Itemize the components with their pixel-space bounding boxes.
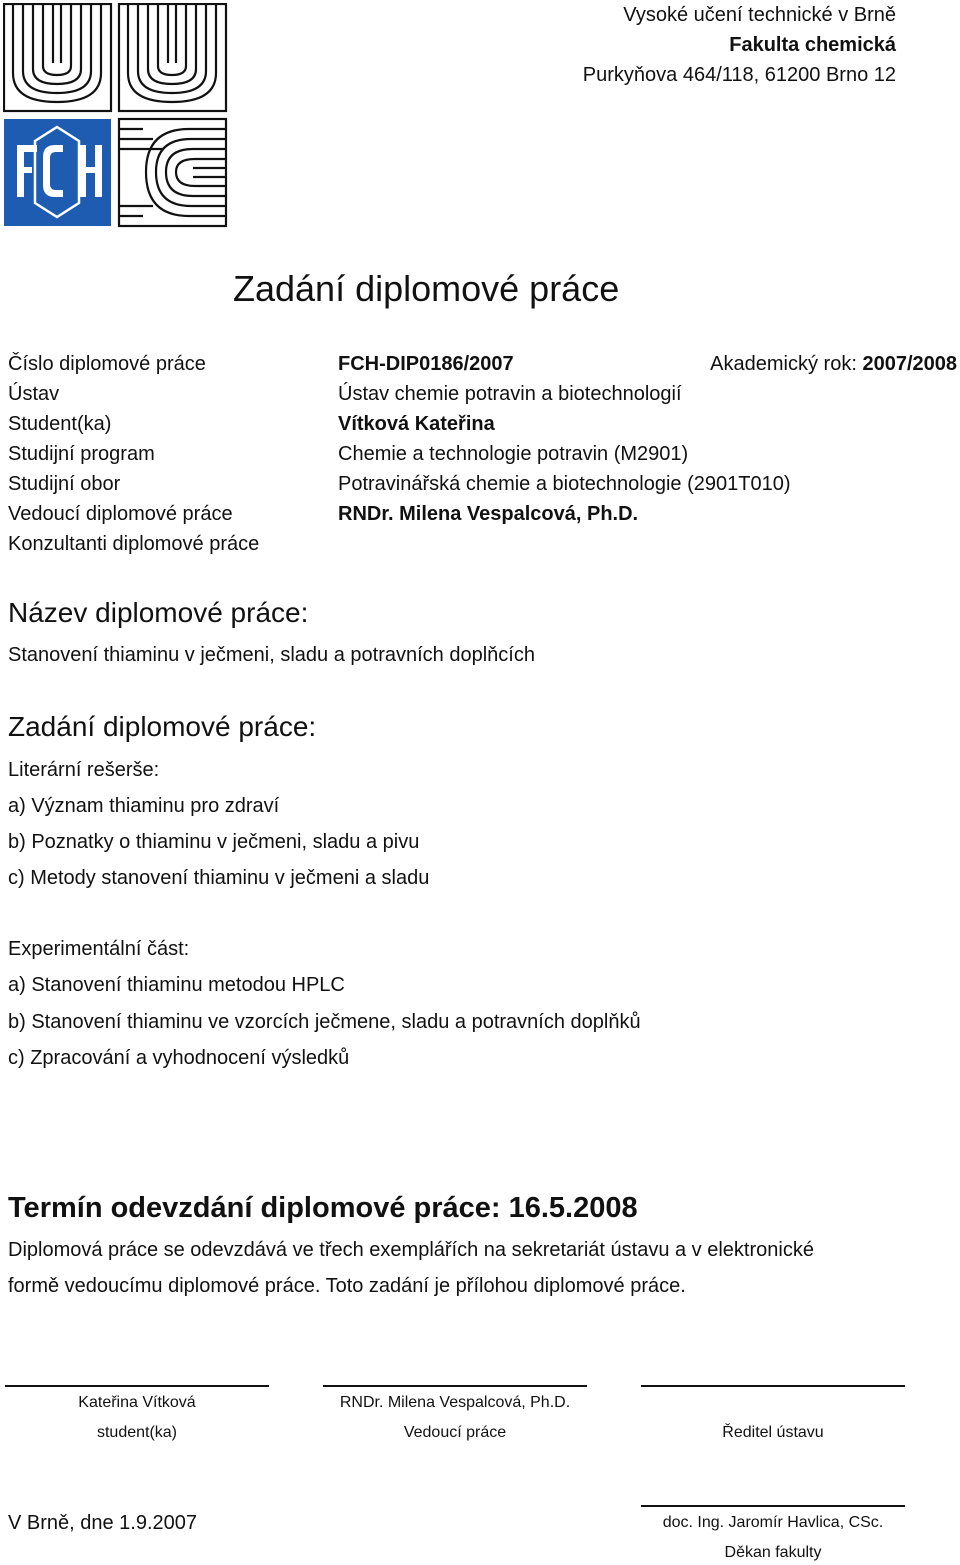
experimental-heading: Experimentální část: [8, 938, 190, 960]
student-value: Vítková Kateřina [338, 413, 495, 435]
list-item: b) Stanovení thiaminu ve vzorcích ječmene, sladu a potravních doplňků [8, 1011, 641, 1033]
supervisor-value: RNDr. Milena Vespalcová, Ph.D. [338, 503, 639, 525]
signature-line-dean [641, 1505, 905, 1507]
deadline-heading: Termín odevzdání diplomové práce: 16.5.2008 [8, 1192, 638, 1224]
signature-line-student [5, 1385, 269, 1387]
thesis-title: Stanovení thiaminu v ječmeni, sladu a potravních doplňcích [8, 644, 535, 666]
list-item: c) Metody stanovení thiaminu v ječmeni a sladu [8, 867, 430, 889]
signature-line-director [641, 1385, 905, 1387]
university-name: Vysoké učení technické v Brně [623, 4, 896, 26]
institution-address: Purkyňova 464/118, 61200 Brno 12 [582, 64, 896, 86]
director-role: Ředitel ústavu [722, 1424, 824, 1441]
submission-note-line2: formě vedoucímu diplomové práce. Toto zadání je přílohou diplomové práce. [8, 1275, 686, 1297]
supervisor-role: Vedoucí práce [403, 1424, 507, 1441]
institute-value: Ústav chemie potravin a biotechnologií [338, 383, 682, 405]
faculty-logo [3, 3, 229, 231]
program-label: Studijní program [8, 443, 155, 465]
literature-heading: Literární rešerše: [8, 759, 160, 781]
list-item: a) Stanovení thiaminu metodou HPLC [8, 974, 345, 996]
student-label: Student(ka) [8, 413, 112, 435]
signature-line-supervisor [323, 1385, 587, 1387]
faculty-name: Fakulta chemická [729, 34, 896, 56]
supervisor-signature-name: RNDr. Milena Vespalcová, Ph.D. [339, 1394, 571, 1411]
supervisor-label: Vedoucí diplomové práce [8, 503, 233, 525]
document-title: Zadání diplomové práce [233, 268, 620, 309]
field-label: Studijní obor [8, 473, 121, 495]
dean-signature-name: doc. Ing. Jaromír Havlica, CSc. [662, 1514, 884, 1531]
program-value: Chemie a technologie potravin (M2901) [338, 443, 689, 465]
thesis-title-heading: Název diplomové práce: [8, 597, 309, 628]
institute-label: Ústav [8, 383, 60, 405]
consultants-label: Konzultanti diplomové práce [8, 533, 260, 555]
field-value: Potravinářská chemie a biotechnologie (2901T010) [338, 473, 791, 495]
student-role: student(ka) [96, 1424, 178, 1441]
student-signature-name: Kateřina Vítková [78, 1394, 196, 1411]
list-item: a) Význam thiaminu pro zdraví [8, 795, 280, 817]
academic-year [710, 349, 957, 379]
dean-role: Děkan fakulty [724, 1544, 822, 1561]
academic-year-label: Akademický rok: [710, 353, 857, 375]
place-date: V Brně, dne 1.9.2007 [8, 1512, 198, 1534]
assignment-heading: Zadání diplomové práce: [8, 711, 317, 742]
submission-note-line1: Diplomová práce se odevzdává ve třech exemplářích na sekretariát ústavu a v elektronické [8, 1239, 814, 1261]
list-item: b) Poznatky o thiaminu v ječmeni, sladu a pivu [8, 831, 420, 853]
list-item: c) Zpracování a vyhodnocení výsledků [8, 1047, 350, 1069]
academic-year-value: 2007/2008 [862, 353, 957, 375]
institution-header [583, 0, 896, 90]
thesis-number-label: Číslo diplomové práce [8, 353, 206, 375]
thesis-number: FCH-DIP0186/2007 [338, 353, 514, 375]
